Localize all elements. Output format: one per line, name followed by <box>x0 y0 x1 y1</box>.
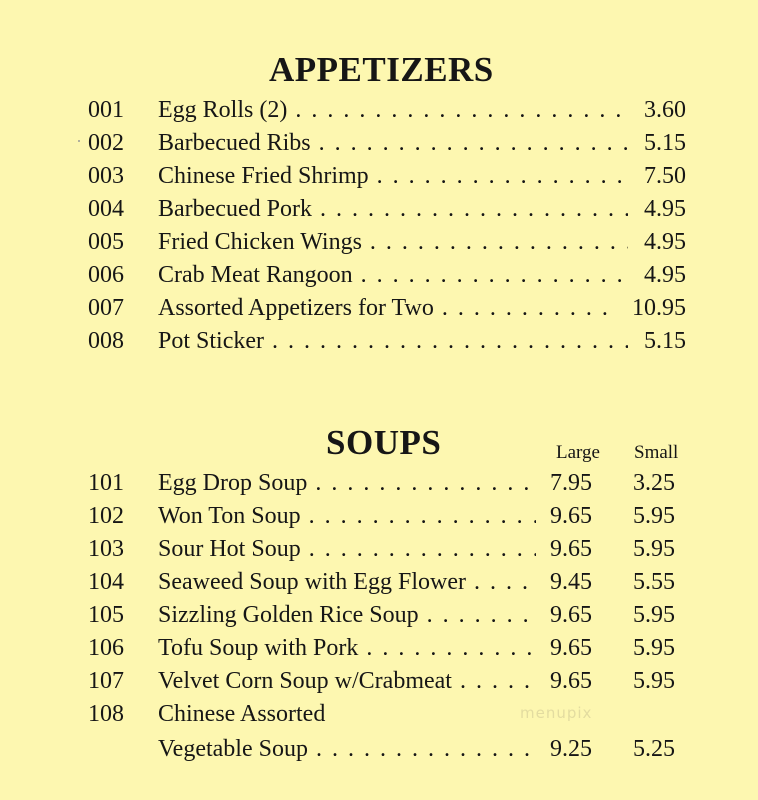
item-name: Chinese Assorted <box>158 701 326 727</box>
item-number: 102 <box>88 503 124 529</box>
menu-item <box>0 259 758 291</box>
menu-item <box>0 500 758 532</box>
item-name: Egg Rolls (2) . . . <box>158 94 628 126</box>
item-price: 5.15 <box>644 328 686 354</box>
small-price: 5.95 <box>633 635 675 661</box>
small-price: 5.95 <box>633 503 675 529</box>
item-name: Barbecued Pork . . . <box>158 193 628 225</box>
item-number: 007 <box>88 295 124 321</box>
menu-item <box>0 665 758 697</box>
small-price: 5.55 <box>633 569 675 595</box>
large-price: 9.45 <box>550 569 592 595</box>
item-number: 101 <box>88 470 124 496</box>
large-price: 9.65 <box>550 536 592 562</box>
appetizers-heading: APPETIZERS <box>269 50 494 89</box>
item-name: Tofu Soup with Pork . . . <box>158 632 536 664</box>
item-price: 5.15 <box>644 130 686 156</box>
large-price: 9.65 <box>550 503 592 529</box>
item-name: Chinese Fried Shrimp . . . <box>158 160 628 192</box>
menu-item <box>0 325 758 357</box>
item-price: 4.95 <box>644 196 686 222</box>
menu-item <box>0 160 758 192</box>
menu-item <box>0 467 758 499</box>
small-price: 5.95 <box>633 602 675 628</box>
item-number: 108 <box>88 701 124 727</box>
item-price: 10.95 <box>632 295 686 321</box>
item-number: 008 <box>88 328 124 354</box>
item-name: Sour Hot Soup . . . <box>158 533 536 565</box>
item-name: Pot Sticker . . . <box>158 325 628 357</box>
menu-item <box>0 533 758 565</box>
soups-heading: SOUPS <box>326 423 442 462</box>
item-number: 006 <box>88 262 124 288</box>
item-number: 004 <box>88 196 124 222</box>
item-number: 001 <box>88 97 124 123</box>
large-price: 9.65 <box>550 635 592 661</box>
large-price: 9.65 <box>550 668 592 694</box>
menu-item <box>0 698 758 730</box>
item-name: Seaweed Soup with Egg Flower . . . <box>158 566 536 598</box>
large-column-header: Large <box>556 442 600 463</box>
item-price: 3.60 <box>644 97 686 123</box>
item-number: 104 <box>88 569 124 595</box>
watermark: menupix <box>520 704 593 722</box>
menu-item <box>0 226 758 258</box>
small-price: 3.25 <box>633 470 675 496</box>
item-name: Fried Chicken Wings . . . <box>158 226 628 258</box>
menu-item <box>0 127 758 159</box>
menu-item <box>0 193 758 225</box>
item-price: 7.50 <box>644 163 686 189</box>
item-name: Crab Meat Rangoon . . . <box>158 259 628 291</box>
menu-item <box>0 292 758 324</box>
menu-item <box>0 632 758 664</box>
item-number: 005 <box>88 229 124 255</box>
large-price: 9.65 <box>550 602 592 628</box>
menu-item <box>0 94 758 126</box>
item-name: Won Ton Soup . . . <box>158 500 536 532</box>
item-price: 4.95 <box>644 229 686 255</box>
menu-item <box>0 599 758 631</box>
small-price: 5.95 <box>633 668 675 694</box>
menu-item-continued <box>0 733 758 765</box>
item-name: Egg Drop Soup . . . <box>158 467 536 499</box>
item-price: 4.95 <box>644 262 686 288</box>
item-name: Sizzling Golden Rice Soup . . . <box>158 599 536 631</box>
menu-item <box>0 566 758 598</box>
item-name-line2: Vegetable Soup . . . <box>158 733 536 765</box>
item-number: 107 <box>88 668 124 694</box>
item-number: 003 <box>88 163 124 189</box>
item-name: Barbecued Ribs . . . <box>158 127 628 159</box>
small-price: 5.25 <box>633 736 675 762</box>
item-number: 105 <box>88 602 124 628</box>
item-name: Assorted Appetizers for Two . . . <box>158 292 613 324</box>
item-name: Velvet Corn Soup w/Crabmeat . . . <box>158 665 536 697</box>
small-price: 5.95 <box>633 536 675 562</box>
large-price: 7.95 <box>550 470 592 496</box>
item-number: 106 <box>88 635 124 661</box>
item-number: 002 <box>88 130 124 156</box>
item-number: 103 <box>88 536 124 562</box>
small-column-header: Small <box>634 442 679 463</box>
large-price: 9.25 <box>550 736 592 762</box>
